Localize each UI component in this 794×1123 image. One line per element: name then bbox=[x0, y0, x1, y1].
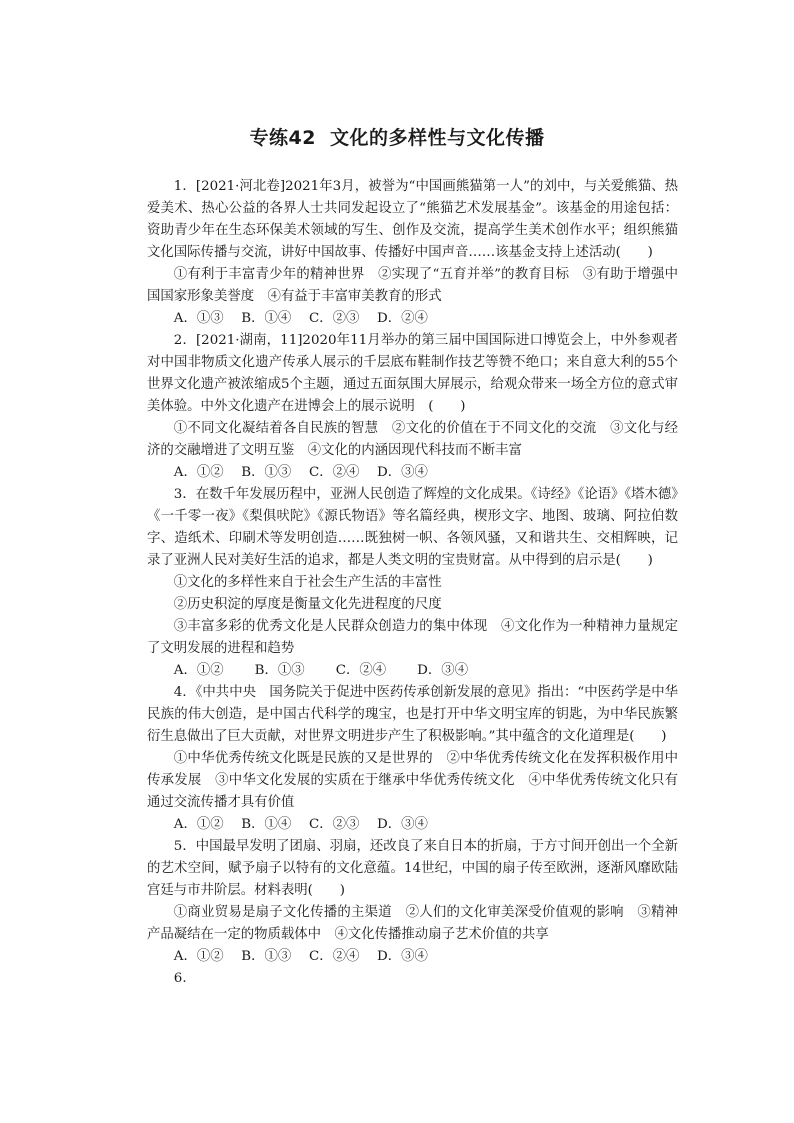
question-items: ①有利于丰富青少年的精神世界 ②实现了“五育并举”的教育目标 ③有助于增强中国国家形象美誉度 ④有益于丰富审美教育的形式 bbox=[147, 267, 678, 304]
question-3 bbox=[147, 484, 678, 682]
question-options: A．①② B．①③ C．②④ D．③④ bbox=[173, 663, 469, 678]
question-item: ①文化的多样性来自于社会生产生活的丰富性 bbox=[173, 575, 442, 590]
question-2 bbox=[147, 330, 678, 484]
question-item: ③丰富多彩的优秀文化是人民群众创造力的集中体现 ④文化作为一种精神力量规定了文明发展的进程和趋势 bbox=[147, 619, 678, 656]
question-options: A．①③ B．①④ C．②③ D．②④ bbox=[173, 311, 428, 326]
question-4 bbox=[147, 682, 678, 836]
question-6-number: 6. bbox=[173, 971, 187, 986]
question-list bbox=[147, 176, 678, 990]
question-5 bbox=[147, 836, 678, 968]
question-options: A．①② B．①④ C．②③ D．③④ bbox=[173, 817, 428, 832]
question-stem: 3．在数千年发展历程中，亚洲人民创造了辉煌的文化成果。《诗经》《论语》《塔木德》《一千零一夜》《梨俱吠陀》《源氏物语》等名篇经典，楔形文字、地图、玻璃、阿拉伯数字、造纸术、印刷术等发明创造……既独树一帜、各领风骚，又和谐共生、交相辉映，记录了亚洲人民对美好生活的追求，都是人类文明的宝贵财富。从中得到的启示是( ) bbox=[147, 487, 678, 568]
title-text: 文化的多样性与文化传播 bbox=[329, 127, 545, 149]
question-items: ①商业贸易是扇子文化传播的主渠道 ②人们的文化审美深受价值观的影响 ③精神产品凝结在一定的物质载体中 ④文化传播推动扇子艺术价值的共享 bbox=[147, 905, 678, 942]
page-title bbox=[0, 123, 794, 150]
question-items: ①不同文化凝结着各自民族的智慧 ②文化的价值在于不同文化的交流 ③文化与经济的交融增进了文明互鉴 ④文化的内涵因现代科技而不断丰富 bbox=[147, 421, 678, 458]
question-1 bbox=[147, 176, 678, 330]
question-stem: 4．《中共中央 国务院关于促进中医药传承创新发展的意见》指出：“中医药学是中华民族的伟大创造，是中国古代科学的瑰宝，也是打开中华文明宝库的钥匙，为中华民族繁衍生息做出了巨大贡献，对世界文明进步产生了积极影响。”其中蕴含的文化道理是( ) bbox=[147, 685, 678, 744]
title-number: 专练42 bbox=[249, 127, 316, 149]
question-items: ①中华优秀传统文化既是民族的又是世界的 ②中华优秀传统文化在发挥积极作用中传承发展 ③中华文化发展的实质在于继承中华优秀传统文化 ④中华优秀传统文化只有通过交流传播才具有价值 bbox=[147, 751, 678, 810]
question-stem: 2．[2021·湖南，11]2020年11月举办的第三届中国国际进口博览会上，中外参观者对中国非物质文化遗产传承人展示的千层底布鞋制作技艺等赞不绝口；来自意大利的55个世界文化遗产被浓缩成5个主题，通过五面氛围大屏展示，给观众带来一场全方位的意式审美体验。中外文化遗产在进博会上的展示说明 ( ) bbox=[147, 333, 678, 414]
question-item: ②历史积淀的厚度是衡量文化先进程度的尺度 bbox=[173, 597, 442, 612]
question-stem: 1．[2021·河北卷]2021年3月，被誉为“中国画熊猫第一人”的刘中，与关爱熊猫、热爱美术、热心公益的各界人士共同发起设立了“熊猫艺术发展基金”。该基金的用途包括：资助青少年在生态环保美术领域的写生、创作及交流，提高学生美术创作水平；组织熊猫文化国际传播与交流，讲好中国故事、传播好中国声音……该基金支持上述活动( ) bbox=[147, 179, 678, 260]
question-stem: 5．中国最早发明了团扇、羽扇，还改良了来自日本的折扇，于方寸间开创出一个全新的艺术空间，赋予扇子以特有的文化意蕴。14世纪，中国的扇子传至欧洲，逐渐风靡欧陆宫廷与市井阶层。材料表明( ) bbox=[147, 839, 678, 898]
question-options: A．①② B．①③ C．②④ D．③④ bbox=[173, 465, 428, 480]
question-options: A．①② B．①③ C．②④ D．③④ bbox=[173, 949, 428, 964]
